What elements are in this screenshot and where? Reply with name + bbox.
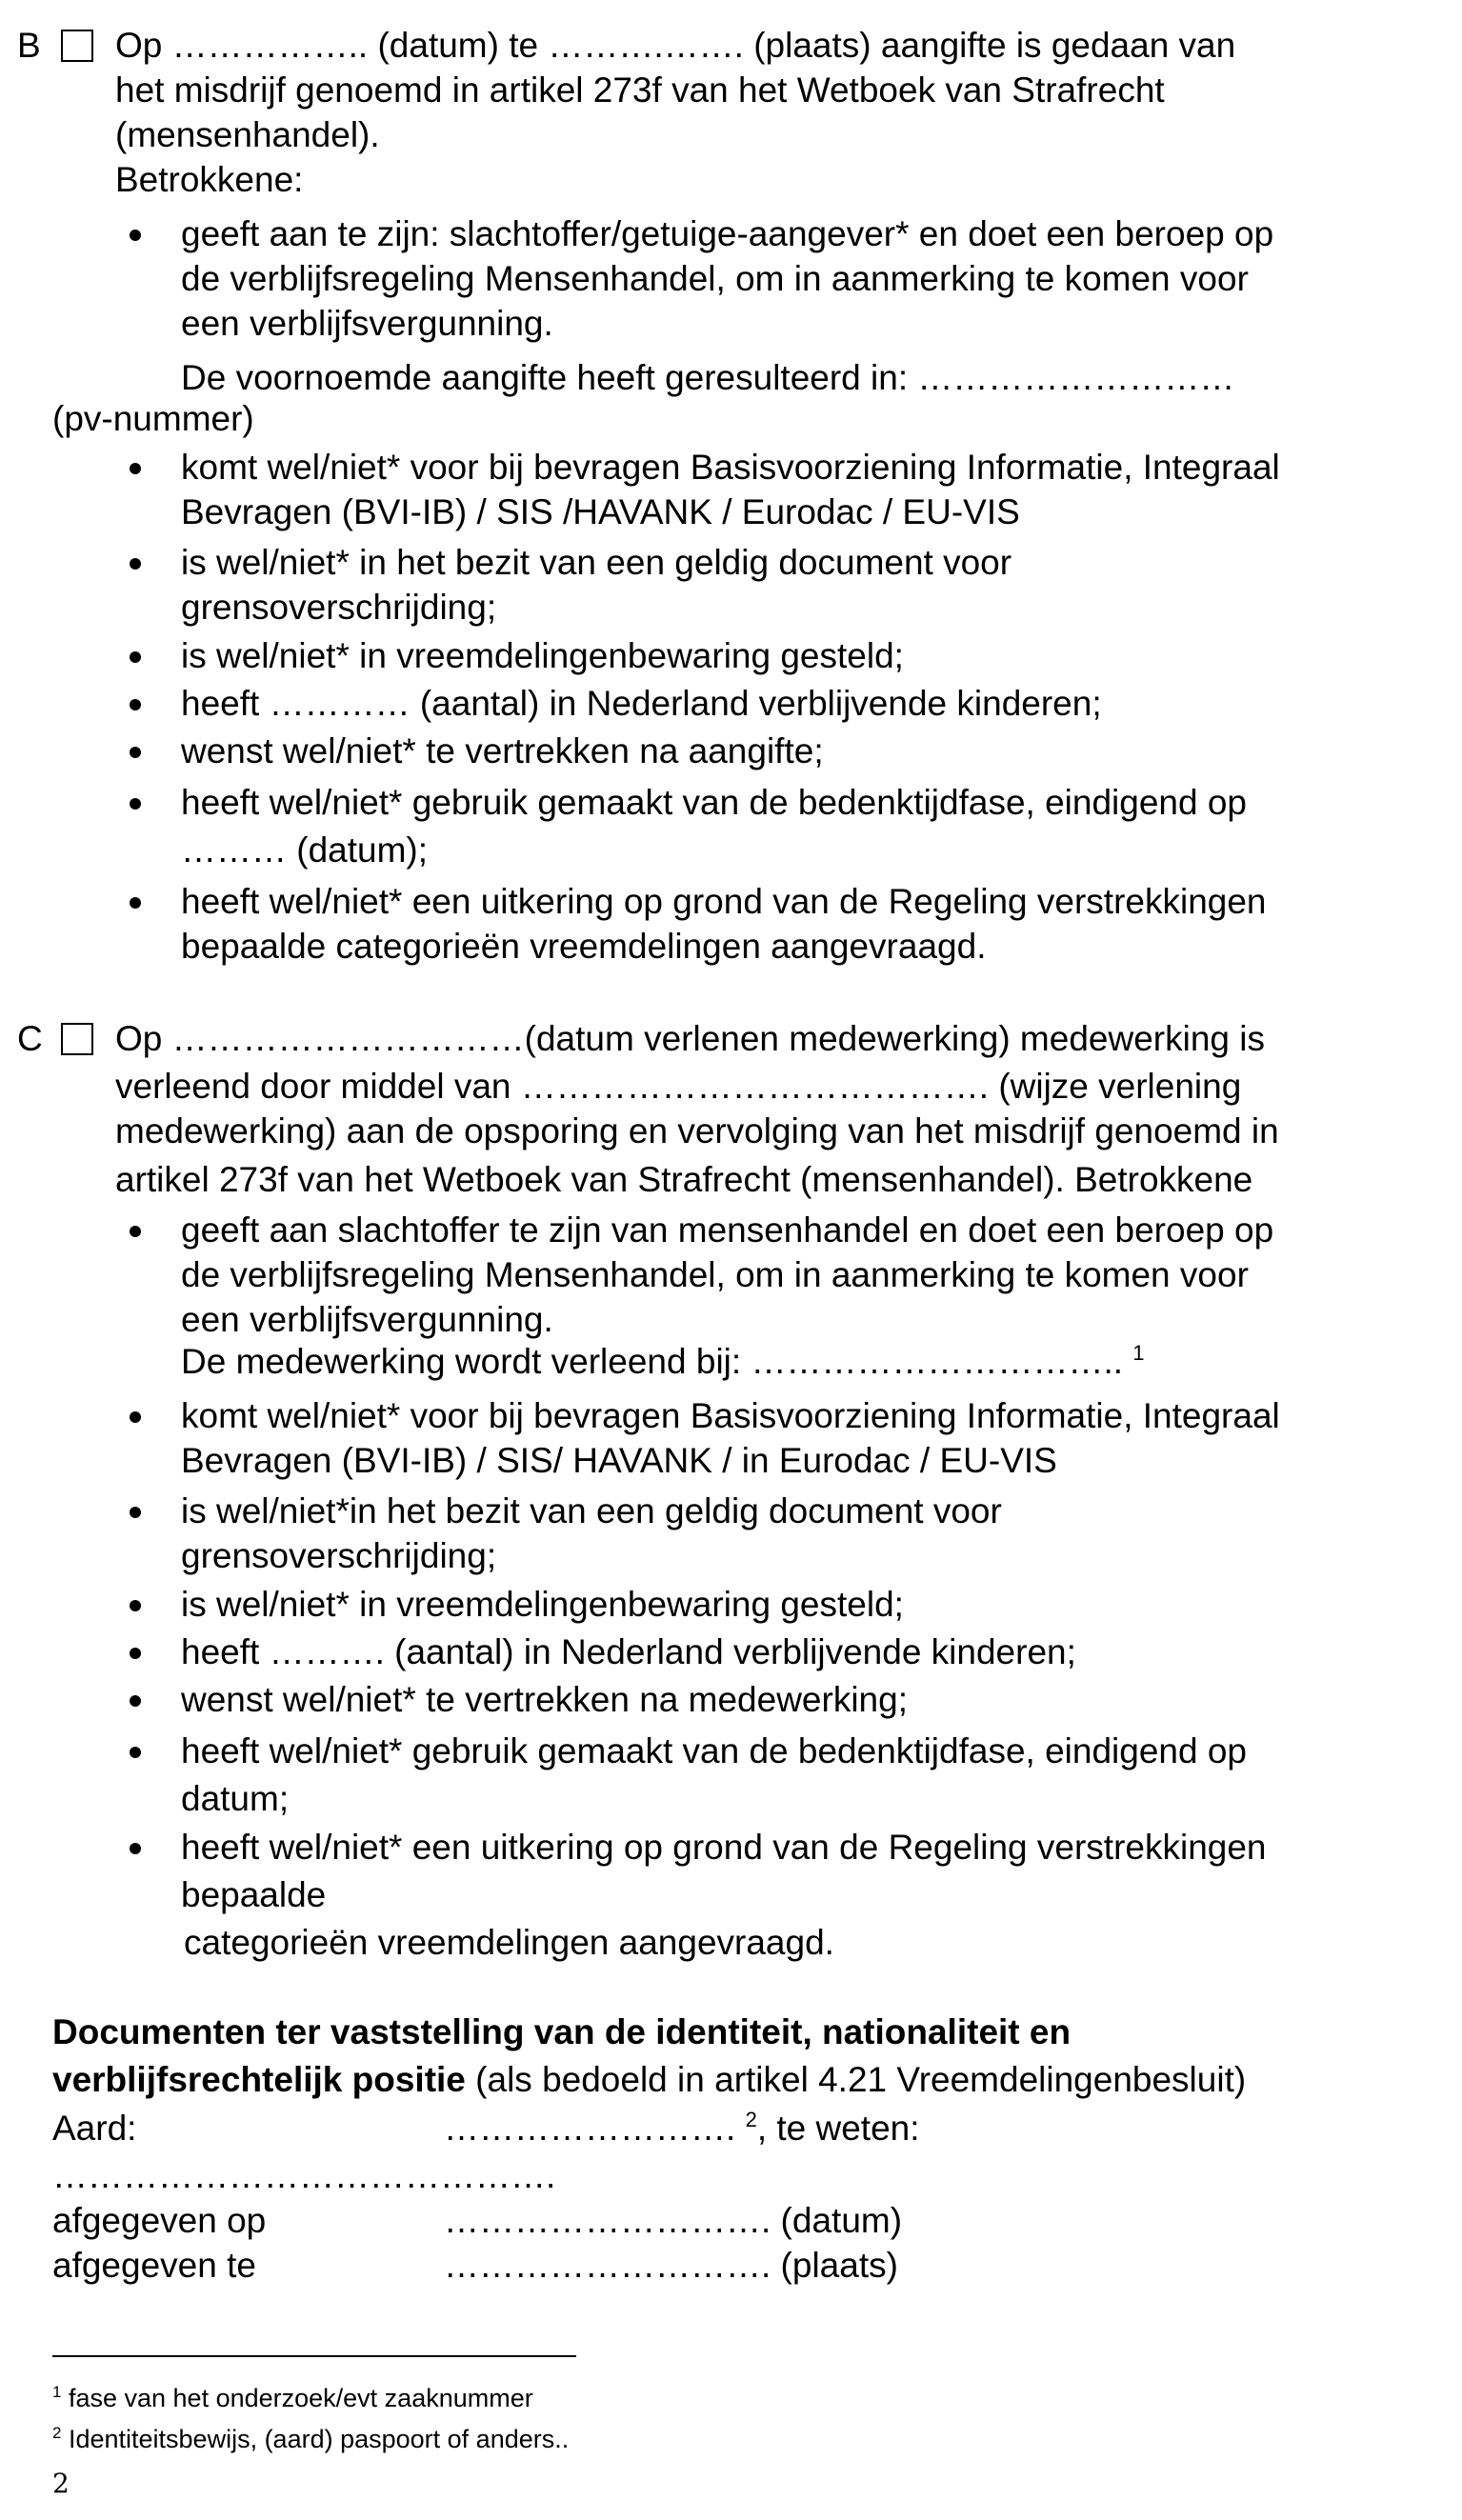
aard-label: Aard:: [52, 2109, 137, 2148]
section-b-checkbox[interactable]: [61, 30, 93, 62]
line-text: geeft aan te zijn: slachtoffer/getuige-aangever* en doet een beroep op: [181, 214, 1274, 253]
footnote-1: [52, 2381, 533, 2415]
list-item: [181, 1392, 1280, 1440]
aard-dots: …………………….: [444, 2109, 746, 2148]
list-item: [181, 1676, 908, 1724]
line-text: grensoverschrijding;: [181, 1536, 497, 1575]
text-line: [115, 1063, 1241, 1110]
list-item: [181, 779, 1247, 827]
issued-on-field[interactable]: ………………………. (datum): [444, 2201, 903, 2240]
text-line: [181, 827, 428, 874]
heading-note: (als bedoeld in artikel 4.21 Vreemdelingenbesluit): [465, 2060, 1247, 2099]
text-line: [181, 1437, 1057, 1485]
text-line: [181, 1871, 326, 1919]
line-text: Op …………………………(datum verlenen medewerking) medewerking is: [115, 1019, 1265, 1058]
text-line: [181, 300, 553, 348]
list-item: [181, 1728, 1247, 1775]
text-line: [115, 156, 303, 204]
aard-dots-field[interactable]: …………………………………….: [52, 2156, 556, 2195]
line-text: heeft ………… (aantal) in Nederland verblijvende kinderen;: [181, 684, 1102, 723]
list-item: [181, 1207, 1273, 1254]
list-item: [181, 539, 1011, 587]
line-text: is wel/niet* in vreemdelingenbewaring gesteld;: [181, 636, 904, 675]
line-text: is wel/niet* in vreemdelingenbewaring gesteld;: [181, 1585, 904, 1624]
list-item: [181, 1629, 1076, 1676]
line-text: verleend door middel van …………………………………. (wijze verlening: [115, 1067, 1242, 1106]
line-text: heeft wel/niet* een uitkering op grond van de Regeling verstrekkingen: [181, 882, 1267, 921]
bullet-icon: [130, 798, 141, 810]
bullet-icon: [130, 699, 141, 710]
line-text: is wel/niet*in het bezit van een geldig document voor: [181, 1491, 1002, 1530]
text-line: [181, 1251, 1249, 1299]
documents-heading-line-1: [52, 2009, 1071, 2056]
line-text: heeft ………. (aantal) in Nederland verblijvende kinderen;: [181, 1632, 1076, 1671]
text-line: [115, 111, 380, 159]
line-text: komt wel/niet* voor bij bevragen Basisvoorziening Informatie, Integraal: [181, 448, 1280, 487]
footnote-ref: 2: [745, 2108, 757, 2131]
line-text: het misdrijf genoemd in artikel 273f van het Wetboek van Strafrecht: [115, 70, 1165, 110]
text-line: [181, 584, 496, 631]
list-item: [181, 444, 1280, 491]
line-text: Op …………….. (datum) te ……….……. (plaats) aangifte is gedaan van: [115, 26, 1236, 65]
footnote-2: [52, 2422, 569, 2456]
text-line: [181, 489, 1020, 536]
text-line: [181, 354, 1234, 402]
footnote-text: Identiteitsbewijs, (aard) paspoort of anders..: [61, 2425, 570, 2453]
issued-at-field[interactable]: ………………………. (plaats): [444, 2246, 898, 2285]
bullet-icon: [130, 463, 141, 474]
bullet-icon: [130, 1411, 141, 1423]
list-item: [181, 1488, 1002, 1535]
text-line: [115, 22, 1235, 70]
footnote-separator: [52, 2355, 576, 2357]
issued-at-label: afgegeven te: [52, 2246, 256, 2285]
text-line: [181, 1532, 496, 1580]
line-text: de verblijfsregeling Mensenhandel, om in aanmerking te komen voor: [181, 1255, 1249, 1294]
text-line: [181, 1775, 289, 1823]
list-item: [181, 210, 1273, 258]
line-text: datum;: [181, 1779, 290, 1818]
text-line: [184, 1919, 834, 1967]
text-line: [181, 1338, 1145, 1386]
text-line: [115, 67, 1165, 114]
line-text: is wel/niet* in het bezit van een geldig document voor: [181, 543, 1012, 582]
footnote-text: fase van het onderzoek/evt zaaknummer: [61, 2384, 533, 2412]
bullet-icon: [130, 1648, 141, 1659]
line-text: een verblijfsvergunning.: [181, 304, 553, 343]
line-text: Bevragen (BVI-IB) / SIS /HAVANK / Eurodac / EU-VIS: [181, 492, 1020, 531]
list-item: [181, 728, 824, 775]
bullet-icon: [130, 558, 141, 570]
line-text: medewerking) aan de opsporing en vervolging van het misdrijf genoemd in: [115, 1111, 1279, 1150]
text-line: [115, 1156, 1252, 1204]
line-text: bepaalde: [181, 1875, 327, 1914]
line-text: (pv-nummer): [52, 399, 254, 438]
bullet-icon: [130, 1695, 141, 1707]
text-line: [181, 255, 1249, 303]
line-text: De voornoemde aangifte heeft geresulteerd in: ………………………: [181, 358, 1235, 397]
line-text: geeft aan slachtoffer te zijn van mensenhandel en doet een beroep op: [181, 1210, 1274, 1250]
line-text: ……… (datum);: [181, 830, 429, 870]
line-text: (mensenhandel).: [115, 115, 380, 154]
bullet-icon: [130, 1843, 141, 1854]
footnote-ref: 1: [1132, 1341, 1145, 1365]
list-item: [181, 680, 1102, 728]
heading-text: verblijfsrechtelijk positie: [52, 2060, 466, 2099]
bullet-icon: [130, 1600, 141, 1611]
line-text: grensoverschrijding;: [181, 588, 497, 627]
line-text: komt wel/niet* voor bij bevragen Basisvoorziening Informatie, Integraal: [181, 1396, 1280, 1435]
line-text: categorieën vreemdelingen aangevraagd.: [184, 1923, 834, 1962]
line-text: Bevragen (BVI-IB) / SIS/ HAVANK / in Eurodac / EU-VIS: [181, 1441, 1057, 1480]
aard-suffix: , te weten:: [756, 2109, 920, 2148]
line-text: een verblijfsvergunning.: [181, 1300, 553, 1339]
footnote-number: 1: [52, 2383, 62, 2401]
documents-heading-line-2: [52, 2056, 1246, 2104]
list-item: [181, 632, 904, 680]
line-text: heeft wel/niet* een uitkering op grond van de Regeling verstrekkingen: [181, 1828, 1267, 1867]
text-line: [181, 923, 986, 970]
aard-field[interactable]: [444, 2105, 920, 2152]
line-text: De medewerking wordt verleend bij: …………………………..: [181, 1342, 1133, 1381]
section-letter: C: [17, 1019, 43, 1058]
line-text: wenst wel/niet* te vertrekken na aangifte;: [181, 731, 824, 770]
bullet-icon: [130, 747, 141, 758]
bullet-icon: [130, 1747, 141, 1758]
issued-on-label: afgegeven op: [52, 2201, 267, 2240]
bullet-icon: [130, 897, 141, 909]
list-item: [181, 1581, 904, 1629]
line-text: wenst wel/niet* te vertrekken na medewerking;: [181, 1680, 908, 1719]
page-number: 2: [52, 2468, 70, 2499]
section-letter: B: [17, 26, 41, 65]
bullet-icon: [130, 1507, 141, 1518]
section-c-checkbox[interactable]: [61, 1023, 93, 1055]
line-text: bepaalde categorieën vreemdelingen aangevraagd.: [181, 927, 987, 966]
line-text: Betrokkene:: [115, 160, 304, 199]
bullet-icon: [130, 230, 141, 241]
text-line: [115, 1015, 1265, 1063]
text-line: [181, 1296, 553, 1344]
line-text: de verblijfsregeling Mensenhandel, om in aanmerking te komen voor: [181, 259, 1249, 298]
line-text: heeft wel/niet* gebruik gemaakt van de bedenktijdfase, eindigend op: [181, 783, 1247, 822]
bullet-icon: [130, 651, 141, 663]
line-text: heeft wel/niet* gebruik gemaakt van de bedenktijdfase, eindigend op: [181, 1731, 1247, 1770]
bullet-icon: [130, 1226, 141, 1237]
heading-text: Documenten ter vaststelling van de identiteit, nationaliteit en: [52, 2012, 1071, 2051]
list-item: [181, 878, 1267, 926]
list-item: [181, 1824, 1267, 1871]
line-text: artikel 273f van het Wetboek van Strafrecht (mensenhandel). Betrokkene: [115, 1160, 1253, 1199]
footnote-number: 2: [52, 2424, 62, 2442]
text-line: [52, 395, 254, 443]
text-line: [115, 1108, 1279, 1155]
